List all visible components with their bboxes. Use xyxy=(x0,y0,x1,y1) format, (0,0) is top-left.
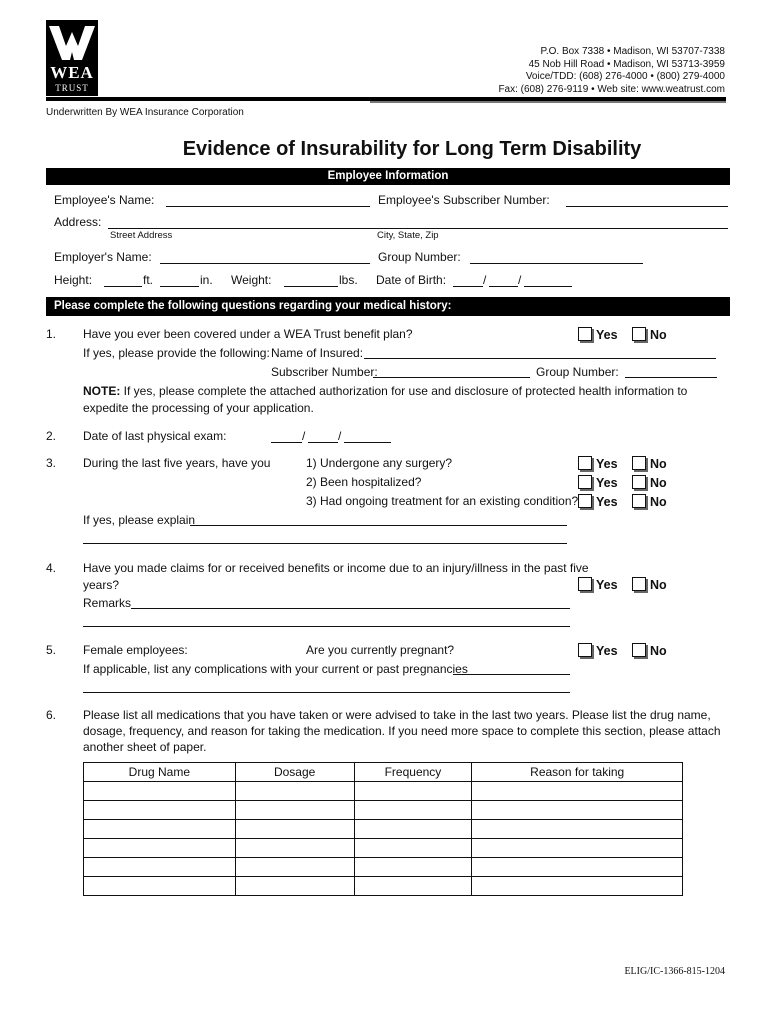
q1-no-checkbox[interactable] xyxy=(632,327,646,341)
q1-subscriber-field[interactable] xyxy=(373,377,530,378)
height-label: Height: xyxy=(54,273,93,287)
height-ft-field[interactable] xyxy=(104,286,142,287)
q5-yes-checkbox[interactable] xyxy=(578,643,592,657)
q1-insured-label: Name of Insured: xyxy=(271,346,364,360)
street-address-caption: Street Address xyxy=(110,230,173,241)
q3-explain-label: If yes, please explain xyxy=(83,513,196,527)
no-label: No xyxy=(650,328,667,342)
q2-separator-2: / xyxy=(338,429,342,443)
dob-separator-1: / xyxy=(483,273,487,287)
q2-separator-1: / xyxy=(302,429,306,443)
contact-line-4: Fax: (608) 276-9119 • Web site: www.weatrust.com xyxy=(498,83,725,95)
dob-label: Date of Birth: xyxy=(376,273,447,287)
q3-sub-3: 3) Had ongoing treatment for an existing condition? xyxy=(306,494,579,508)
q5-yes-option[interactable] xyxy=(578,642,618,660)
q3-3-yes-option[interactable] xyxy=(578,493,618,511)
q3-text: During the last five years, have you xyxy=(83,456,271,470)
contact-line-2: 45 Nob Hill Road • Madison, WI 53713-3959 xyxy=(528,58,725,70)
city-state-zip-caption: City, State, Zip xyxy=(377,230,439,241)
wea-w-mark-icon xyxy=(46,22,98,62)
q2-month-field[interactable] xyxy=(271,442,302,443)
q1-group-field[interactable] xyxy=(625,377,717,378)
q1-group-label: Group Number: xyxy=(536,365,619,379)
subscriber-number-field[interactable] xyxy=(566,206,728,207)
q3-sub-2: 2) Been hospitalized? xyxy=(306,475,422,489)
col-dosage: Dosage xyxy=(235,763,354,782)
q6-line-2: dosage, frequency, and reason for taking the medication. If you need more space to complete this section, please attach xyxy=(83,724,721,738)
table-cell[interactable] xyxy=(84,801,236,820)
no-label: No xyxy=(650,644,667,658)
yes-label: Yes xyxy=(596,644,618,658)
table-cell[interactable] xyxy=(235,782,354,801)
table-cell[interactable] xyxy=(235,877,354,896)
q4-yes-checkbox[interactable] xyxy=(578,577,592,591)
q3-3-no-checkbox[interactable] xyxy=(632,494,646,508)
q2-day-field[interactable] xyxy=(308,442,338,443)
medications-table xyxy=(83,762,683,896)
q3-3-yes-checkbox[interactable] xyxy=(578,494,592,508)
col-drug-name: Drug Name xyxy=(84,763,236,782)
weight-unit: lbs. xyxy=(339,273,358,287)
table-cell[interactable] xyxy=(472,820,683,839)
q1-number: 1. xyxy=(46,327,57,341)
height-ft-unit: ft. xyxy=(143,273,154,287)
q1-note-line-2: expedite the processing of your application. xyxy=(83,401,314,415)
logo-word: TRUST xyxy=(55,83,89,93)
height-in-unit: in. xyxy=(200,273,213,287)
weight-field[interactable] xyxy=(284,286,338,287)
yes-label: Yes xyxy=(596,476,618,490)
header-rule-shadow xyxy=(370,101,726,103)
q2-year-field[interactable] xyxy=(344,442,391,443)
q3-1-no-checkbox[interactable] xyxy=(632,456,646,470)
q4-yes-option[interactable] xyxy=(578,576,618,594)
q5-no-checkbox[interactable] xyxy=(632,643,646,657)
q3-3-no-option[interactable] xyxy=(632,493,667,511)
q1-no-option[interactable] xyxy=(632,326,667,344)
yes-label: Yes xyxy=(596,495,618,509)
employee-info-header xyxy=(46,168,730,185)
medical-history-header xyxy=(46,297,730,316)
table-cell[interactable] xyxy=(472,801,683,820)
height-in-field[interactable] xyxy=(160,286,199,287)
underwritten-text: Underwritten By WEA Insurance Corporation xyxy=(46,107,244,118)
employee-info-header-label: Employee Information xyxy=(327,170,449,182)
table-cell[interactable] xyxy=(235,801,354,820)
q5-complications-label: If applicable, list any complications with your current or past pregnancies xyxy=(83,662,468,676)
q4-remarks-field-1[interactable] xyxy=(131,608,570,609)
no-label: No xyxy=(650,476,667,490)
group-number-field[interactable] xyxy=(470,263,643,264)
q1-insured-field[interactable] xyxy=(364,358,716,359)
table-cell[interactable] xyxy=(354,877,472,896)
q1-yes-option[interactable] xyxy=(578,326,618,344)
q1-text: Have you ever been covered under a WEA Trust benefit plan? xyxy=(83,327,413,341)
q3-2-no-option[interactable] xyxy=(632,474,667,492)
no-label: No xyxy=(650,457,667,471)
table-cell[interactable] xyxy=(472,877,683,896)
employee-name-label: Employee's Name: xyxy=(54,193,155,207)
table-cell[interactable] xyxy=(235,858,354,877)
weight-label: Weight: xyxy=(231,273,272,287)
table-row xyxy=(84,801,683,820)
no-label: No xyxy=(650,495,667,509)
col-reason: Reason for taking xyxy=(472,763,683,782)
contact-line-1: P.O. Box 7338 • Madison, WI 53707-7338 xyxy=(540,46,725,57)
no-label: No xyxy=(650,578,667,592)
q1-note-bold: NOTE: xyxy=(83,384,121,398)
table-header-row xyxy=(84,763,683,782)
q4-remarks-field-2[interactable] xyxy=(83,626,570,627)
q3-1-yes-option[interactable] xyxy=(578,455,618,473)
address-field[interactable] xyxy=(108,228,728,229)
form-code: ELIG/IC-1366-815-1204 xyxy=(624,966,725,977)
medical-history-header-label: Please complete the following questions regarding your medical history: xyxy=(54,300,452,312)
employer-name-field[interactable] xyxy=(160,263,370,264)
table-row xyxy=(84,858,683,877)
q5-complications-field-1[interactable] xyxy=(453,674,570,675)
q4-line-2: years? xyxy=(83,578,120,592)
employer-name-label: Employer's Name: xyxy=(54,250,152,264)
table-cell[interactable] xyxy=(84,858,236,877)
table-cell[interactable] xyxy=(235,839,354,858)
table-cell[interactable] xyxy=(354,820,472,839)
q1-note-line-1: If yes, please complete the attached authorization for use and disclosure of protected health information to xyxy=(120,384,688,398)
logo-letters: WEA xyxy=(50,63,94,82)
q3-1-yes-checkbox[interactable] xyxy=(578,456,592,470)
q4-number: 4. xyxy=(46,561,57,575)
contact-line-3: Voice/TDD: (608) 276-4000 • (800) 279-4000 xyxy=(525,71,725,82)
group-number-label: Group Number: xyxy=(378,250,461,264)
yes-label: Yes xyxy=(596,328,618,342)
q1-yes-checkbox[interactable] xyxy=(578,327,592,341)
q3-1-no-option[interactable] xyxy=(632,455,667,473)
q6-line-1: Please list all medications that you have taken or were advised to take in the last two years. Please list the drug name, xyxy=(83,708,711,722)
wea-trust-logo xyxy=(46,20,98,96)
table-cell[interactable] xyxy=(354,858,472,877)
yes-label: Yes xyxy=(596,457,618,471)
q3-2-yes-checkbox[interactable] xyxy=(578,475,592,489)
table-cell[interactable] xyxy=(472,858,683,877)
table-row xyxy=(84,877,683,896)
table-row xyxy=(84,839,683,858)
dob-year-field[interactable] xyxy=(524,286,572,287)
q5-number: 5. xyxy=(46,643,57,657)
dob-month-field[interactable] xyxy=(453,286,483,287)
q5-complications-field-2[interactable] xyxy=(83,692,570,693)
dob-day-field[interactable] xyxy=(489,286,518,287)
table-row xyxy=(84,820,683,839)
q4-line-1: Have you made claims for or received benefits or income due to an injury/illness in the past five xyxy=(83,561,589,575)
q2-number: 2. xyxy=(46,429,57,443)
table-cell[interactable] xyxy=(84,877,236,896)
q3-explain-field-2[interactable] xyxy=(83,543,567,544)
page-title: Evidence of Insurability for Long Term Disability xyxy=(182,138,642,160)
q1-note xyxy=(83,384,687,398)
table-cell[interactable] xyxy=(354,782,472,801)
q1-subscriber-label: Subscriber Number: xyxy=(271,365,378,379)
q3-explain-field-1[interactable] xyxy=(190,525,567,526)
q4-no-checkbox[interactable] xyxy=(632,577,646,591)
q5-no-option[interactable] xyxy=(632,642,667,660)
q3-2-yes-option[interactable] xyxy=(578,474,618,492)
table-cell[interactable] xyxy=(235,820,354,839)
q3-number: 3. xyxy=(46,456,57,470)
q3-2-no-checkbox[interactable] xyxy=(632,475,646,489)
table-cell[interactable] xyxy=(84,820,236,839)
table-cell[interactable] xyxy=(472,839,683,858)
q6-line-3: another sheet of paper. xyxy=(83,740,207,754)
dob-separator-2: / xyxy=(518,273,522,287)
q6-number: 6. xyxy=(46,708,57,722)
q4-remarks-label: Remarks xyxy=(83,596,132,610)
table-cell[interactable] xyxy=(472,782,683,801)
yes-label: Yes xyxy=(596,578,618,592)
q4-no-option[interactable] xyxy=(632,576,667,594)
table-row xyxy=(84,782,683,801)
contact-block xyxy=(498,46,725,96)
table-cell[interactable] xyxy=(354,839,472,858)
q2-text: Date of last physical exam: xyxy=(83,429,227,443)
q5-text: Female employees: xyxy=(83,643,188,657)
table-cell[interactable] xyxy=(84,839,236,858)
col-frequency: Frequency xyxy=(354,763,472,782)
address-label: Address: xyxy=(54,215,102,229)
q1-ifyes-text: If yes, please provide the following: xyxy=(83,346,270,360)
table-cell[interactable] xyxy=(354,801,472,820)
employee-name-field[interactable] xyxy=(166,206,370,207)
q3-sub-1: 1) Undergone any surgery? xyxy=(306,456,453,470)
q5-question: Are you currently pregnant? xyxy=(306,643,455,657)
table-cell[interactable] xyxy=(84,782,236,801)
subscriber-number-label: Employee's Subscriber Number: xyxy=(378,193,550,207)
